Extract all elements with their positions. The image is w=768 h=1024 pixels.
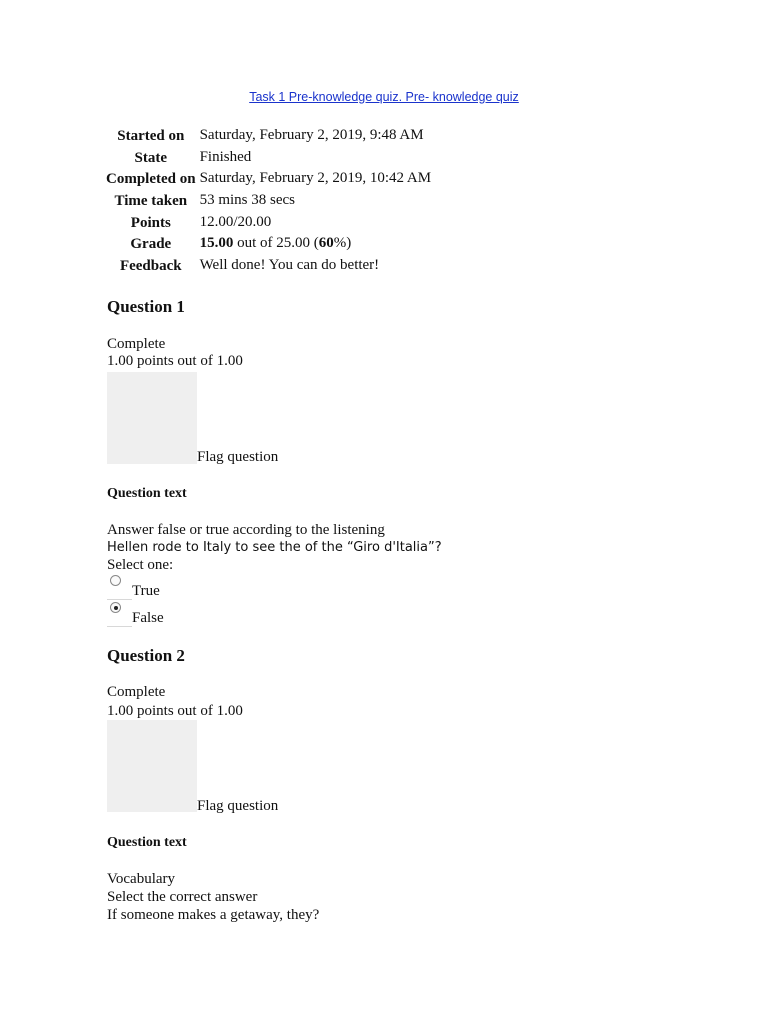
feedback-value: Well done! You can do better!	[199, 257, 380, 274]
flag-icon[interactable]	[107, 720, 197, 812]
question-points: 1.00 points out of 1.00	[107, 703, 243, 719]
summary-value: 53 mins 38 secs	[199, 192, 296, 209]
summary-label: Time taken	[114, 193, 188, 210]
question-text-heading: Question text	[107, 835, 187, 850]
question-status: Complete	[107, 684, 166, 700]
answer-option-false[interactable]	[107, 602, 164, 627]
summary-value: 12.00/20.00	[199, 213, 272, 230]
question-text-line: Vocabulary	[107, 871, 176, 887]
summary-label: State	[134, 149, 168, 166]
question-status: Complete	[107, 336, 166, 352]
summary-row	[106, 213, 431, 235]
quiz-breadcrumb-link[interactable]: Task 1 Pre-knowledge quiz. Pre- knowledge quiz	[249, 90, 519, 104]
radio-button[interactable]	[107, 602, 132, 627]
question-text-line: Hellen rode to Italy to see the of the “Giro d'Italia”?	[107, 540, 442, 555]
grade-middle: out of 25.00 (	[233, 235, 319, 252]
summary-label: Started on	[117, 128, 185, 144]
option-label[interactable]: True	[132, 583, 160, 599]
question-text-line: Answer false or true according to the listening	[107, 522, 385, 538]
question-title: Question 1	[107, 297, 185, 316]
summary-row-feedback	[106, 256, 431, 278]
summary-row	[106, 126, 431, 148]
flag-icon[interactable]	[107, 372, 197, 464]
summary-row	[106, 148, 431, 170]
summary-value: Saturday, February 2, 2019, 9:48 AM	[199, 127, 424, 143]
summary-label: Grade	[130, 236, 172, 253]
summary-label: Feedback	[119, 258, 182, 275]
question-text-line: Select the correct answer	[107, 889, 258, 905]
question-title: Question 2	[107, 646, 185, 665]
attempt-summary-table	[106, 126, 431, 278]
flag-question-link[interactable]: Flag question	[197, 449, 279, 465]
select-one-label: Select one:	[107, 557, 174, 573]
grade-percent: 60	[318, 235, 334, 252]
question-points: 1.00 points out of 1.00	[107, 353, 243, 369]
grade-value	[200, 234, 432, 256]
radio-button[interactable]	[107, 575, 132, 600]
summary-label: Points	[130, 214, 171, 231]
summary-row	[106, 169, 431, 191]
option-label[interactable]: False	[132, 610, 164, 626]
radio-unselected-icon	[110, 575, 121, 586]
radio-selected-icon	[110, 602, 121, 613]
summary-row-grade	[106, 234, 431, 256]
summary-value: Finished	[199, 148, 252, 165]
answer-option-true[interactable]	[107, 575, 160, 600]
question-text-line: If someone makes a getaway, they?	[107, 907, 320, 923]
question-text-heading: Question text	[107, 486, 187, 501]
summary-row	[106, 191, 431, 213]
flag-question-link[interactable]: Flag question	[197, 798, 279, 814]
summary-value: Saturday, February 2, 2019, 10:42 AM	[199, 170, 432, 187]
summary-label: Completed on	[106, 171, 196, 188]
grade-end: %)	[333, 235, 352, 252]
grade-score: 15.00	[199, 235, 234, 252]
